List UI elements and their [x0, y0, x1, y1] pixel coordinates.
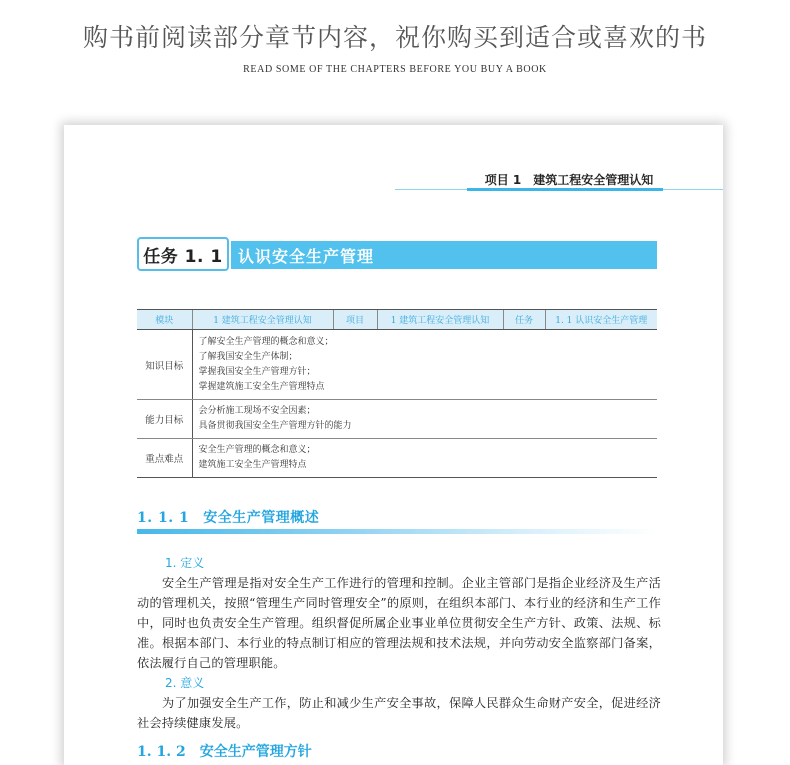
table-header-cell: 1. 1 认识安全生产管理	[545, 310, 657, 330]
section-title: 安全生产管理概述	[203, 510, 320, 526]
section-number: 1. 1. 1	[137, 510, 190, 526]
row-line: 了解安全生产管理的概念和意义；	[198, 336, 334, 347]
table-header-row	[137, 310, 657, 330]
banner-title: 购书前阅读部分章节内容，祝你购买到适合或喜欢的书	[82, 23, 707, 52]
row-line: 掌握我国安全生产管理方针；	[198, 366, 316, 377]
table-header-cell: 模块	[137, 310, 192, 330]
task-title-bar: 认识安全生产管理	[231, 241, 657, 269]
row-line: 会分析施工现场不安全因素；	[198, 406, 316, 416]
subsection-heading: 1. 定义	[165, 556, 205, 570]
objectives-table	[137, 309, 657, 478]
table-header-cell: 1 建筑工程安全管理认知	[192, 310, 333, 330]
section-number: 1. 1. 2	[137, 744, 186, 760]
table-header-cell: 任务	[503, 310, 545, 330]
row-content	[192, 439, 657, 478]
table-row	[137, 400, 657, 439]
book-page	[64, 125, 723, 765]
table-row	[137, 439, 657, 478]
section-title: 安全生产管理方针	[199, 744, 312, 760]
table-header-cell: 项目	[333, 310, 377, 330]
paragraph: 为了加强安全生产工作，防止和减少生产安全事故，保障人民群众生命财产安全，促进经济社会持续健康发展。	[137, 696, 661, 730]
row-label: 能力目标	[137, 400, 192, 439]
row-line: 安全生产管理的概念和意义；	[198, 445, 316, 455]
subsection-heading: 2. 意义	[165, 676, 205, 690]
task-number-box: 任务 1. 1	[137, 237, 229, 271]
row-label: 知识目标	[137, 330, 192, 400]
banner-subtitle: READ SOME OF THE CHAPTERS BEFORE YOU BUY A BOOK	[243, 64, 547, 75]
header-accent-bar	[467, 188, 663, 191]
next-section-heading	[137, 741, 312, 761]
section-heading	[137, 507, 319, 527]
body-text	[137, 553, 661, 733]
row-line: 掌握建筑施工安全生产管理特点	[198, 381, 325, 392]
table-header-cell: 1 建筑工程安全管理认知	[377, 310, 503, 330]
section-gradient-bar	[137, 529, 657, 534]
running-header: 项目 1 建筑工程安全管理认知	[484, 173, 654, 187]
row-content	[192, 400, 657, 439]
table-row	[137, 330, 657, 400]
row-label: 重点难点	[137, 439, 192, 478]
paragraph: 安全生产管理是指对安全生产工作进行的管理和控制。企业主管部门是指企业经济及生产活动的管理机关，按照“管理生产同时管理安全”的原则，在组织本部门、本行业的经济和生产工作中，同时也负责安全生产管理。组织督促所属企业事业单位贯彻安全生产方针、政策、法规、标准。根据本部门、本行业的特点制订相应的管理法规和技术法规，并向劳动安全监察部门备案，依法履行自己的管理职能。	[137, 576, 661, 670]
row-line: 了解我国安全生产体制；	[198, 351, 298, 362]
row-content	[192, 330, 657, 400]
row-line: 建筑施工安全生产管理特点	[198, 460, 307, 470]
row-line: 具备贯彻我国安全生产管理方针的能力	[198, 421, 352, 431]
